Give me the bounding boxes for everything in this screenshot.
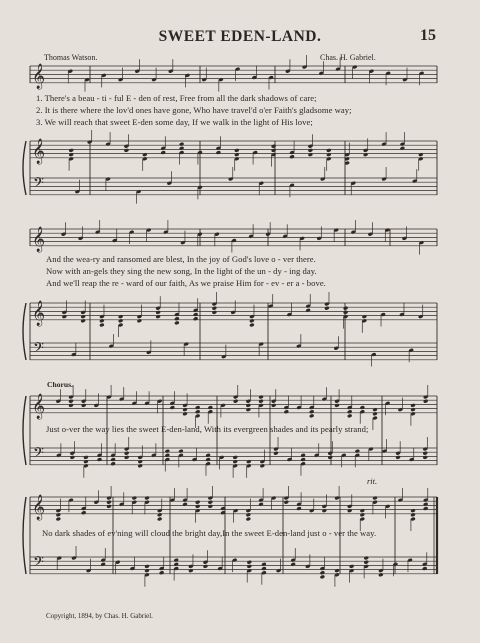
note — [247, 564, 252, 569]
note — [212, 306, 217, 311]
note — [271, 144, 276, 149]
chorus-line-2: No dark shades of ev'ning will cloud the bright day,In the sweet E-den-land just o - ver the way. — [42, 528, 377, 538]
note — [106, 500, 111, 505]
note — [179, 142, 184, 147]
note — [188, 568, 193, 573]
note — [81, 510, 86, 515]
note — [106, 504, 111, 509]
note — [343, 310, 348, 315]
note — [364, 556, 369, 561]
brace — [23, 303, 26, 360]
note — [144, 496, 149, 501]
note — [83, 455, 88, 460]
note — [423, 506, 428, 511]
note — [165, 453, 170, 458]
note — [247, 560, 252, 565]
note — [347, 414, 352, 419]
verse-1-line-2: And the wea-ry and ransomed are blest, In the joy of God's love o - ver there. — [46, 254, 316, 264]
note — [326, 148, 331, 153]
note — [423, 399, 428, 404]
note — [56, 517, 61, 522]
note — [81, 403, 86, 408]
note — [246, 403, 251, 408]
note — [423, 502, 428, 507]
note — [233, 455, 238, 460]
note — [423, 451, 428, 456]
brace — [23, 396, 26, 465]
note — [195, 409, 200, 414]
note — [271, 403, 276, 408]
note — [300, 457, 305, 462]
note — [246, 407, 251, 412]
note — [174, 562, 179, 567]
note — [309, 414, 314, 419]
note — [418, 152, 423, 157]
note — [216, 150, 221, 155]
bass-clef: 𝄢 — [33, 175, 44, 195]
note — [155, 314, 160, 319]
note — [56, 513, 61, 518]
note — [205, 457, 210, 462]
note — [203, 564, 208, 569]
note — [233, 399, 238, 404]
note — [80, 314, 85, 319]
note — [110, 461, 115, 466]
note — [246, 517, 251, 522]
hymn-title: SWEET EDEN-LAND. — [158, 28, 322, 45]
brace — [23, 497, 26, 574]
note — [290, 562, 295, 567]
note — [155, 310, 160, 315]
note — [320, 570, 325, 575]
note — [68, 152, 73, 157]
note — [355, 449, 360, 454]
note — [360, 513, 365, 518]
bass-clef: 𝄢 — [33, 340, 44, 360]
note — [364, 560, 369, 565]
composer-credit: Chas. H. Gabriel. — [320, 53, 376, 62]
note — [372, 412, 377, 417]
note — [234, 152, 239, 157]
note — [362, 314, 367, 319]
note — [68, 148, 73, 153]
treble-clef: 𝄞 — [32, 139, 46, 164]
note — [300, 453, 305, 458]
chorus-label: Chorus. — [47, 380, 73, 389]
note — [234, 148, 239, 153]
treble-clef: 𝄞 — [32, 301, 46, 326]
note — [249, 319, 254, 324]
note — [400, 146, 405, 151]
note — [193, 316, 198, 321]
note — [157, 513, 162, 518]
note — [99, 319, 104, 324]
note — [193, 312, 198, 317]
note — [124, 455, 129, 460]
note — [305, 308, 310, 313]
note — [97, 457, 102, 462]
note — [258, 502, 263, 507]
note — [309, 409, 314, 414]
treble-clef: 𝄞 — [32, 64, 46, 89]
note — [195, 500, 200, 505]
note — [80, 319, 85, 324]
note — [360, 405, 365, 410]
note — [347, 409, 352, 414]
note — [258, 399, 263, 404]
treble-clef: 𝄞 — [32, 495, 46, 520]
note — [372, 496, 377, 501]
verse-2-line-2: Now with an-gels they sing the new song, In the light of the un - dy - ing day. — [46, 266, 317, 276]
note — [138, 459, 143, 464]
note — [334, 403, 339, 408]
note — [423, 455, 428, 460]
note — [124, 148, 129, 153]
note — [83, 459, 88, 464]
note — [296, 506, 301, 511]
note — [70, 455, 75, 460]
verse-2-line-1: 2. It is there where the lov'd ones have gone, Who have travel'd o'er Faith's gladsome way; — [36, 105, 352, 115]
note — [205, 453, 210, 458]
note — [118, 319, 123, 324]
note — [99, 323, 104, 328]
note — [246, 459, 251, 464]
lyricist-credit: Thomas Watson. — [44, 53, 98, 62]
note — [249, 323, 254, 328]
ritardando-mark: rit. — [367, 476, 378, 486]
note — [410, 407, 415, 412]
note — [208, 500, 213, 505]
note — [174, 558, 179, 563]
note — [137, 319, 142, 324]
note — [208, 504, 213, 509]
note — [326, 152, 331, 157]
note — [343, 306, 348, 311]
note — [118, 314, 123, 319]
note — [349, 564, 354, 569]
note — [410, 513, 415, 518]
note — [144, 568, 149, 573]
verse-1-line-1: 1. There's a beau - ti - ful E - den of rest, Free from all the dark shadows of care; — [36, 93, 317, 103]
note — [144, 564, 149, 569]
note — [273, 451, 278, 456]
note — [100, 562, 105, 567]
brace — [23, 141, 26, 195]
note — [422, 566, 427, 571]
note — [284, 500, 289, 505]
note — [110, 457, 115, 462]
note — [328, 455, 333, 460]
note — [324, 306, 329, 311]
note — [320, 575, 325, 580]
verse-3-line-2: And we'll reap the re - ward of our faith, As we praise Him for - ev - er a - bove. — [46, 278, 326, 288]
note — [208, 405, 213, 410]
note — [308, 148, 313, 153]
treble-clef: 𝄞 — [32, 394, 46, 419]
note — [308, 152, 313, 157]
note — [178, 449, 183, 454]
note — [195, 504, 200, 509]
note — [142, 152, 147, 157]
note — [410, 403, 415, 408]
note — [372, 407, 377, 412]
note — [334, 568, 339, 573]
note — [159, 570, 164, 575]
note — [378, 573, 383, 578]
bass-clef: 𝄢 — [33, 554, 44, 574]
note — [289, 154, 294, 159]
bass-clef: 𝄢 — [33, 445, 44, 465]
chorus-line-1: Just o-ver the way lies the sweet E-den-land, With its evergreen shades and its pearly strand; — [46, 424, 369, 434]
note — [212, 310, 217, 315]
note — [260, 464, 265, 469]
copyright-notice: Copyright, 1894, by Chas. H. Gabriel. — [46, 612, 153, 620]
note — [360, 508, 365, 513]
note — [132, 496, 137, 501]
note — [170, 405, 175, 410]
note — [174, 321, 179, 326]
note — [165, 449, 170, 454]
note — [182, 407, 187, 412]
note — [182, 412, 187, 417]
note — [62, 314, 67, 319]
note — [160, 150, 165, 155]
note — [233, 459, 238, 464]
note — [68, 403, 73, 408]
note — [68, 399, 73, 404]
note — [258, 395, 263, 400]
note — [182, 502, 187, 507]
note — [195, 405, 200, 410]
note — [363, 152, 368, 157]
note — [261, 566, 266, 571]
treble-clef: 𝄞 — [32, 227, 46, 252]
page-number: 15 — [420, 27, 436, 44]
verse-3-line-1: 3. We will reach that sweet E-den some day, If we walk in the light of His love; — [36, 117, 313, 127]
note — [179, 146, 184, 151]
note — [284, 409, 289, 414]
note — [261, 562, 266, 567]
note — [347, 508, 352, 513]
note — [138, 464, 143, 469]
note — [124, 451, 129, 456]
note — [395, 455, 400, 460]
note — [157, 517, 162, 522]
note — [271, 148, 276, 153]
note — [174, 316, 179, 321]
note — [246, 513, 251, 518]
note — [322, 508, 327, 513]
note — [410, 508, 415, 513]
